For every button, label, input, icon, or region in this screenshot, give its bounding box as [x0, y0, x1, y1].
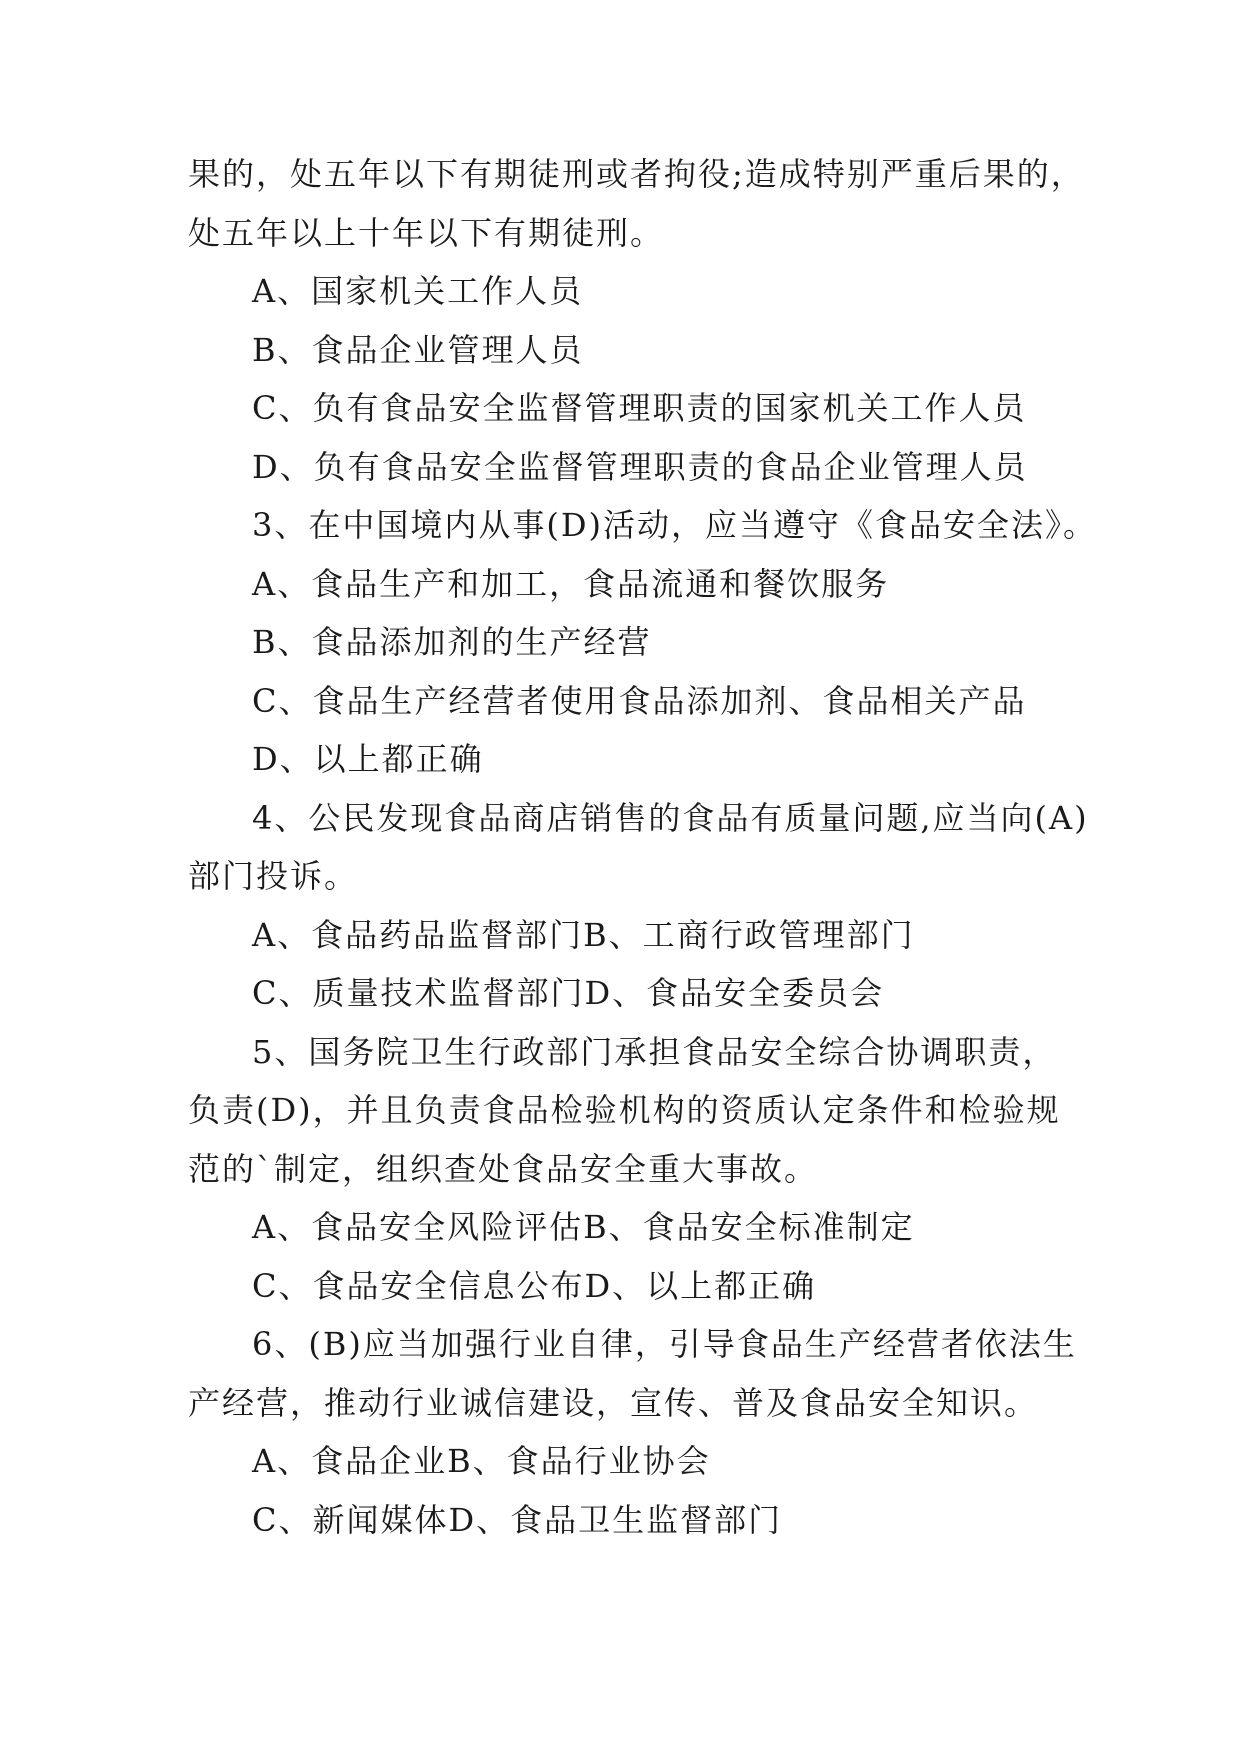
option-line: D、以上都正确 — [252, 740, 484, 778]
option-line: C、食品安全信息公布D、以上都正确 — [252, 1266, 817, 1305]
option-line: A、国家机关工作人员 — [252, 272, 584, 310]
document-body — [188, 145, 1097, 1549]
option-line: B、食品企业管理人员 — [252, 330, 584, 369]
option-line: A、食品企业B、食品行业协会 — [252, 1442, 711, 1480]
question-line: 部门投诉。 — [188, 857, 359, 895]
text-line: 果的，处五年以下有期徒刑或者拘役;造成特别严重后果的， — [188, 155, 1085, 193]
option-line: A、食品药品监督部门B、工商行政管理部门 — [252, 915, 915, 954]
question-line: 6、(B)应当加强行业自律，引导食品生产经营者依法生 — [252, 1325, 1077, 1363]
question-line: 负责(D)，并且负责食品检验机构的资质认定条件和检验规 — [188, 1091, 1061, 1129]
option-line: C、食品生产经营者使用食品添加剂、食品相关产品 — [252, 681, 1027, 720]
option-line: A、食品安全风险评估B、食品安全标准制定 — [252, 1208, 915, 1246]
option-line: C、质量技术监督部门D、食品安全委员会 — [252, 974, 885, 1012]
question-line: 3、在中国境内从事(D)活动，应当遵守《食品安全法》。 — [252, 506, 1097, 544]
option-line: A、食品生产和加工，食品流通和餐饮服务 — [252, 564, 890, 603]
question-line: 5、国务院卫生行政部门承担食品安全综合协调职责， — [252, 1032, 1057, 1071]
option-line: B、食品添加剂的生产经营 — [252, 623, 652, 661]
option-line: D、负有食品安全监督管理职责的食品企业管理人员 — [252, 447, 1028, 486]
option-line: C、新闻媒体D、食品卫生监督部门 — [252, 1500, 783, 1539]
option-line: C、负有食品安全监督管理职责的国家机关工作人员 — [252, 389, 1027, 427]
question-line: 范的`制定，组织查处食品安全重大事故。 — [188, 1149, 819, 1188]
text-line: 处五年以上十年以下有期徒刑。 — [188, 213, 665, 252]
question-line: 4、公民发现食品商店销售的食品有质量问题,应当向(A) — [252, 798, 1089, 837]
question-line: 产经营，推动行业诚信建设，宣传、普及食品安全知识。 — [188, 1383, 1039, 1422]
